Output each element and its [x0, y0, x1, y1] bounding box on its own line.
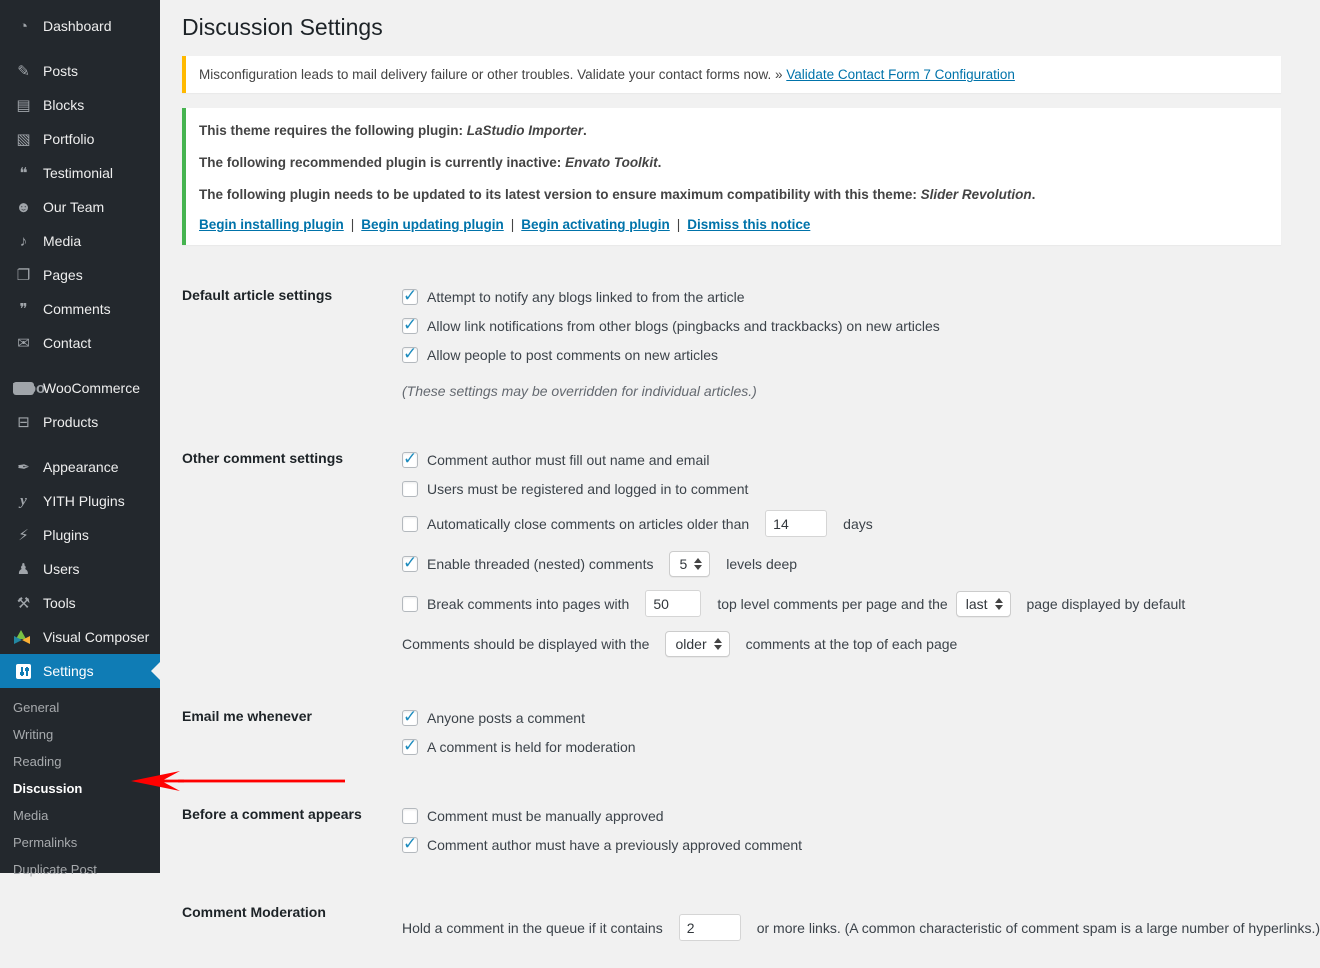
select-arrows-icon	[694, 558, 702, 570]
close-comments-checkbox[interactable]	[402, 516, 418, 532]
setting-text: Automatically close comments on articles older than	[427, 515, 750, 532]
users-icon: ♟	[16, 561, 31, 578]
portfolio-icon: ▧	[16, 131, 31, 148]
sidebar-item-comments[interactable]	[0, 292, 160, 326]
select-arrows-icon	[714, 638, 722, 650]
setting-text: Enable threaded (nested) comments	[427, 555, 654, 572]
sidebar-item-label: Appearance	[43, 459, 119, 475]
plugin-notice-line	[199, 153, 1268, 174]
sidebar-item-plugins[interactable]	[0, 518, 160, 552]
setting-row	[402, 341, 1281, 370]
setting-text: comments at the top of each page	[745, 635, 958, 652]
threaded-levels-select[interactable]	[669, 551, 710, 577]
plugin-notice-text: .	[657, 154, 662, 170]
paginate-comments-checkbox[interactable]	[402, 596, 418, 612]
section-other-comment-settings	[182, 426, 1281, 684]
tools-icon: ⚒	[16, 595, 31, 612]
begin-updating-plugin-link[interactable]: Begin updating plugin	[361, 216, 504, 232]
menu-separator	[0, 439, 160, 450]
setting-row	[402, 802, 1281, 831]
checkbox-label: Comment must be manually approved	[427, 808, 664, 825]
current-menu-arrow	[151, 662, 160, 680]
sidebar-item-label: YITH Plugins	[43, 493, 125, 509]
setting-row	[402, 624, 1281, 664]
testimonial-icon: ❝	[19, 165, 28, 182]
plugin-name: Envato Toolkit	[565, 154, 658, 170]
notify-blogs-checkbox[interactable]	[402, 289, 418, 305]
menu-separator	[0, 43, 160, 54]
setting-row	[402, 446, 1281, 475]
settings-icon	[13, 664, 34, 679]
setting-row	[402, 544, 1281, 584]
begin-activating-plugin-link[interactable]: Begin activating plugin	[521, 216, 670, 232]
setting-text: days	[843, 515, 873, 532]
validate-contact-form-link[interactable]: Validate Contact Form 7 Configuration	[786, 67, 1015, 83]
plugin-notice-text: This theme requires the following plugin:	[199, 123, 467, 139]
settings-submenu	[0, 688, 160, 887]
setting-text: Hold a comment in the queue if it contains	[402, 919, 663, 936]
submenu-item-general[interactable]: General	[13, 700, 60, 715]
threaded-comments-checkbox[interactable]	[402, 556, 418, 572]
sidebar-item-media[interactable]	[0, 224, 160, 258]
plugin-notice-text: .	[1031, 186, 1036, 202]
section-comment-moderation	[182, 880, 1320, 968]
setting-text: levels deep	[726, 555, 798, 572]
setting-text: page displayed by default	[1026, 595, 1186, 612]
page-title: Discussion Settings	[182, 14, 383, 40]
admin-menu	[0, 0, 160, 887]
select-value: last	[965, 595, 988, 612]
setting-row	[402, 733, 1281, 762]
plugin-notice-text: The following plugin needs to be updated to its latest version to ensure maximum compatibility with this theme:	[199, 186, 921, 202]
sidebar-item-label: Tools	[43, 595, 76, 611]
our-team-icon: ☻	[15, 198, 32, 216]
comment-order-select[interactable]	[665, 631, 729, 657]
plugin-name: LaStudio Importer	[466, 123, 584, 139]
allow-pingbacks-checkbox[interactable]	[402, 318, 418, 334]
sidebar-item-testimonial[interactable]	[0, 156, 160, 190]
setting-text: top level comments per page and the	[717, 595, 948, 612]
sidebar-item-label: Products	[43, 414, 99, 430]
contact-icon: ✉	[17, 335, 30, 352]
sidebar-item-label: Visual Composer	[43, 629, 150, 645]
select-arrows-icon	[995, 598, 1003, 610]
plugin-notice-line	[199, 121, 1268, 142]
visual-composer-icon	[13, 629, 34, 645]
sidebar-item-label: Plugins	[43, 527, 89, 543]
plugin-name: Slider Revolution	[920, 186, 1032, 202]
plugin-notice-text: The following recommended plugin is currently inactive:	[199, 154, 566, 170]
submenu-item-media[interactable]: Media	[13, 808, 49, 823]
plugin-notice-line	[199, 185, 1268, 206]
section-email-me-whenever	[182, 684, 1281, 782]
default-page-select[interactable]	[956, 591, 1011, 617]
sidebar-item-tools[interactable]	[0, 586, 160, 620]
menu-separator	[0, 360, 160, 371]
email-new-comment-checkbox[interactable]	[402, 710, 418, 726]
setting-row	[402, 908, 1320, 948]
checkbox-label: Comment author must fill out name and email	[427, 452, 710, 469]
action-separator: |	[510, 216, 515, 232]
begin-installing-plugin-link[interactable]: Begin installing plugin	[199, 216, 344, 232]
sidebar-item-label: Posts	[43, 63, 79, 79]
sidebar-item-contact[interactable]	[0, 326, 160, 360]
sidebar-item-woocommerce[interactable]	[0, 371, 160, 405]
section-label: Default article settings	[182, 286, 333, 303]
sidebar-item-dashboard[interactable]	[0, 9, 160, 43]
checkbox-label: Anyone posts a comment	[427, 710, 585, 727]
action-separator: |	[350, 216, 355, 232]
sidebar-item-label: Dashboard	[43, 18, 112, 34]
sidebar-item-label: Users	[43, 561, 80, 577]
plugins-icon: ⚡	[18, 527, 29, 544]
checkbox-label: A comment is held for moderation	[427, 739, 636, 756]
admin-sidebar	[0, 0, 160, 877]
require-name-email-checkbox[interactable]	[402, 452, 418, 468]
appearance-icon: ✒	[17, 459, 30, 476]
section-default-article-settings	[182, 263, 1281, 426]
sidebar-item-label: Testimonial	[43, 165, 114, 181]
email-moderation-checkbox[interactable]	[402, 739, 418, 755]
checkbox-label: Comment author must have a previously approved comment	[427, 837, 803, 854]
setting-text: or more links. (A common characteristic of comment spam is a large number of hyperlinks.)	[756, 919, 1320, 936]
setting-row	[402, 504, 1281, 544]
submenu-item-reading[interactable]: Reading	[13, 754, 62, 769]
submenu-item-permalinks[interactable]: Permalinks	[13, 835, 78, 850]
media-icon: ♪	[19, 232, 28, 250]
sidebar-item-settings[interactable]	[0, 654, 160, 688]
submenu-item-writing[interactable]: Writing	[13, 727, 54, 742]
posts-icon: ✎	[17, 63, 30, 80]
sidebar-item-label: Media	[43, 233, 82, 249]
yith-plugins-icon: y	[20, 492, 27, 509]
plugin-notice-text: .	[583, 123, 587, 139]
setting-text: Comments should be displayed with the	[402, 635, 650, 652]
comments-icon: ❞	[19, 301, 28, 318]
warning-notice	[182, 56, 1281, 93]
section-label: Other comment settings	[182, 449, 344, 466]
sidebar-item-label: Comments	[43, 301, 111, 317]
sidebar-item-label: Our Team	[43, 199, 105, 215]
sidebar-item-portfolio[interactable]	[0, 122, 160, 156]
sidebar-item-appearance[interactable]	[0, 450, 160, 484]
sidebar-item-posts[interactable]	[0, 54, 160, 88]
checkbox-label: Attempt to notify any blogs linked to from the article	[427, 289, 745, 306]
action-separator: |	[676, 216, 681, 232]
sidebar-item-visual-composer[interactable]	[0, 620, 160, 654]
checkbox-label: Allow people to post comments on new articles	[427, 347, 719, 364]
previously-approved-checkbox[interactable]	[402, 837, 418, 853]
sidebar-item-products[interactable]	[0, 405, 160, 439]
require-registration-checkbox[interactable]	[402, 481, 418, 497]
discussion-settings-form	[182, 263, 1320, 968]
section-before-comment-appears	[182, 782, 1281, 880]
section-label: Before a comment appears	[182, 805, 362, 822]
manual-approval-checkbox[interactable]	[402, 808, 418, 824]
warning-notice-text: Misconfiguration leads to mail delivery failure or other troubles. Validate your contact forms now. »	[199, 67, 787, 83]
sidebar-item-our-team[interactable]	[0, 190, 160, 224]
sidebar-item-pages[interactable]	[0, 258, 160, 292]
sidebar-item-blocks[interactable]	[0, 88, 160, 122]
setting-row	[402, 831, 1281, 860]
sidebar-item-label: Settings	[43, 663, 94, 679]
dashboard-icon: ◔	[18, 17, 29, 35]
sidebar-item-label: WooCommerce	[43, 380, 140, 396]
sidebar-item-users[interactable]	[0, 552, 160, 586]
submenu-item-duplicate-post[interactable]: Duplicate Post	[13, 862, 97, 877]
woocommerce-icon: Woo	[13, 379, 46, 397]
section-label: Email me whenever	[182, 707, 312, 724]
sidebar-item-label: Portfolio	[43, 131, 95, 147]
main-content	[160, 0, 1320, 936]
checkbox-label: Allow link notifications from other blogs (pingbacks and trackbacks) on new articles	[427, 318, 940, 335]
sidebar-item-label: Pages	[43, 267, 83, 283]
allow-comments-checkbox[interactable]	[402, 347, 418, 363]
checkbox-label: Users must be registered and logged in to comment	[427, 481, 749, 498]
close-comments-days-input[interactable]	[765, 510, 827, 537]
select-value: 5	[679, 555, 688, 572]
section-label: Comment Moderation	[182, 903, 326, 920]
blocks-icon: ▤	[16, 97, 31, 114]
sidebar-item-label: Contact	[43, 335, 92, 351]
setting-text: Break comments into pages with	[427, 595, 630, 612]
comments-per-page-input[interactable]	[645, 590, 701, 617]
dismiss-notice-link[interactable]: Dismiss this notice	[687, 216, 811, 232]
override-note: (These settings may be overridden for individual articles.)	[402, 382, 757, 399]
moderation-links-input[interactable]	[679, 914, 741, 941]
products-icon: ⊟	[17, 414, 30, 431]
setting-row	[402, 475, 1281, 504]
plugin-notice-actions	[199, 217, 1268, 232]
sidebar-item-yith-plugins[interactable]	[0, 484, 160, 518]
setting-row	[402, 704, 1281, 733]
sidebar-item-label: Blocks	[43, 97, 85, 113]
plugin-notice	[182, 108, 1281, 245]
setting-row	[402, 584, 1281, 624]
select-value: older	[675, 635, 707, 652]
submenu-item-discussion[interactable]: Discussion	[13, 781, 83, 796]
setting-row	[402, 312, 1281, 341]
pages-icon: ❐	[16, 267, 31, 284]
setting-row	[402, 283, 1281, 312]
